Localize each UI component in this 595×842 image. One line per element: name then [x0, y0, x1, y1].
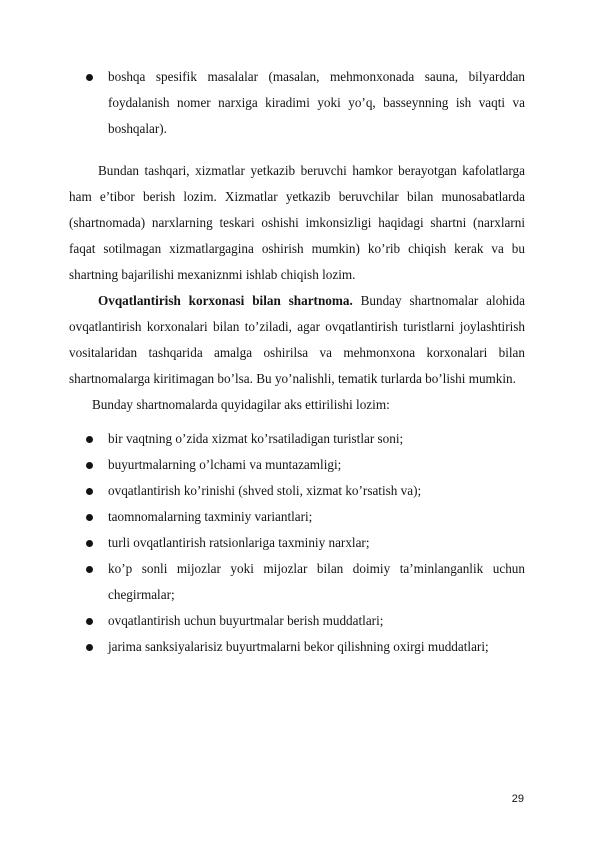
list-item-text: bir vaqtning o’zida xizmat ko’rsatiladigan turistlar soni; [108, 431, 404, 446]
bullet-icon [86, 618, 93, 625]
list-item [69, 478, 525, 504]
bullet-icon [86, 74, 93, 81]
list-item [69, 608, 525, 634]
list-item-text: taomnomalarning taxminiy variantlari; [108, 509, 313, 524]
list-item-text: boshqa spesifik masalalar (masalan, mehmonxonada sauna, bilyarddan foydalanish nomer narxiga kiradimi yoki yo’q, basseynning ish vaqti va boshqalar). [108, 69, 525, 136]
page-content [69, 64, 525, 660]
page-number: 29 [511, 793, 524, 805]
bullet-icon [86, 514, 93, 521]
bullet-icon [86, 566, 93, 573]
list-lead-text: Bunday shartnomalarda quyidagilar aks ettirilishi lozim: [92, 397, 390, 412]
list-item [69, 64, 525, 142]
list-item [69, 634, 525, 660]
bullet-icon [86, 644, 93, 651]
list-item [69, 452, 525, 478]
list-item [69, 426, 525, 452]
list-item [69, 530, 525, 556]
list-item-text: jarima sanksiyalarisiz buyurtmalarni bekor qilishning oxirgi muddatlari; [108, 639, 489, 654]
list-item-text: buyurtmalarning o’lchami va muntazamligi; [108, 457, 342, 472]
paragraph-guarantees: Bundan tashqari, xizmatlar yetkazib beruvchi hamkor berayotgan kafolatlarga ham e’tibor berish lozim. Xizmatlar yetkazib beruvchilar bilan munosabatlarda (shartnomada) narxlarning teskari oshishi imkonsizligi haqidagi shartni (narxlarni faqat sotilmagan xizmatlargagina oshirish mumkin) ko’rib chiqish kerak va bu shartning bajarilishi mexaniznmi ishlab chiqish lozim. [69, 163, 525, 282]
list-item [69, 504, 525, 530]
top-bullet-list [69, 64, 525, 142]
section-heading: Ovqatlantirish korxonasi bilan shartnoma. [98, 293, 353, 308]
paragraph-text: Bunday shartnomalar alohida ovqatlantirish korxonalari bilan to’ziladi, agar ovqatlantirish turistlarni joylashtirish vositalaridan tashqarida amalga oshirilsa va mehmonxona korxonalari bilan shartnomalarga kiritimagan bo’lsa. Bu yo’nalishli, tematik turlarda bo’lishi mumkin. [69, 293, 525, 386]
list-item-text: ovqatlantirish ko’rinishi (shved stoli, xizmat ko’rsatish va); [108, 483, 422, 498]
list-item-text: turli ovqatlantirish ratsionlariga taxminiy narxlar; [108, 535, 370, 550]
bullet-icon [86, 462, 93, 469]
list-item-text: ko’p sonli mijozlar yoki mijozlar bilan doimiy ta’minlanganlik uchun chegirmalar; [108, 561, 525, 602]
list-item-text: ovqatlantirish uchun buyurtmalar berish muddatlari; [108, 613, 384, 628]
bullet-icon [86, 488, 93, 495]
paragraph-catering-contract [69, 288, 525, 392]
bottom-bullet-list [69, 426, 525, 660]
bullet-icon [86, 436, 93, 443]
list-item [69, 556, 525, 608]
bullet-icon [86, 540, 93, 547]
